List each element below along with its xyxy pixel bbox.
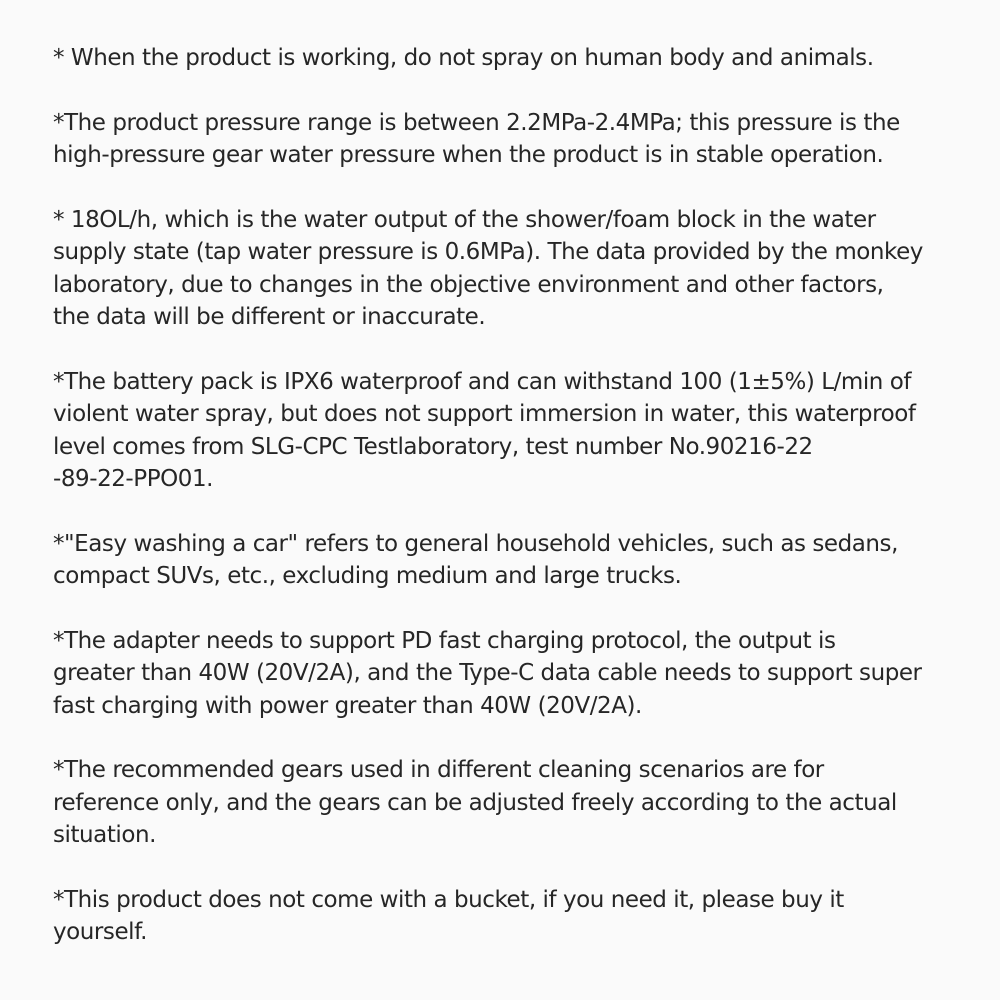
note-spray-safety: * When the product is working, do not spray on human body and animals. [53,45,874,71]
note-adapter-charging: *The adapter needs to support PD fast charging protocol, the output is greater than 40W (20V/2A), and the Type-C data cable needs to support super fast charging with power greater than 40W (20V/2A). [53,627,922,719]
note-car-washing: *"Easy washing a car" refers to general household vehicles, such as sedans, compact SUVs, etc., excluding medium and large trucks. [53,530,898,589]
note-battery-waterproof: *The battery pack is IPX6 waterproof and can withstand 100 (1±5%) L/min of violent water spray, but does not support immersion in water, this waterproof level comes from SLG-CPC Testlaboratory, test number No.90216-22 -89-22-PPO01. [53,368,916,492]
note-pressure-range: *The product pressure range is between 2.2MPa-2.4MPa; this pressure is the high-pressure gear water pressure when the product is in stable operation. [53,109,900,168]
note-recommended-gears: *The recommended gears used in different cleaning scenarios are for reference only, and the gears can be adjusted freely according to the actual situation. [53,757,897,848]
note-water-output: * 18OL/h, which is the water output of the shower/foam block in the water supply state (tap water pressure is 0.6MPa). The data provided by the monkey laboratory, due to changes in the objective environment and other factors, the data will be different or inaccurate. [53,206,923,330]
product-notes [53,42,973,981]
note-bucket: *This product does not come with a bucket, if you need it, please buy it yourself. [53,886,844,945]
